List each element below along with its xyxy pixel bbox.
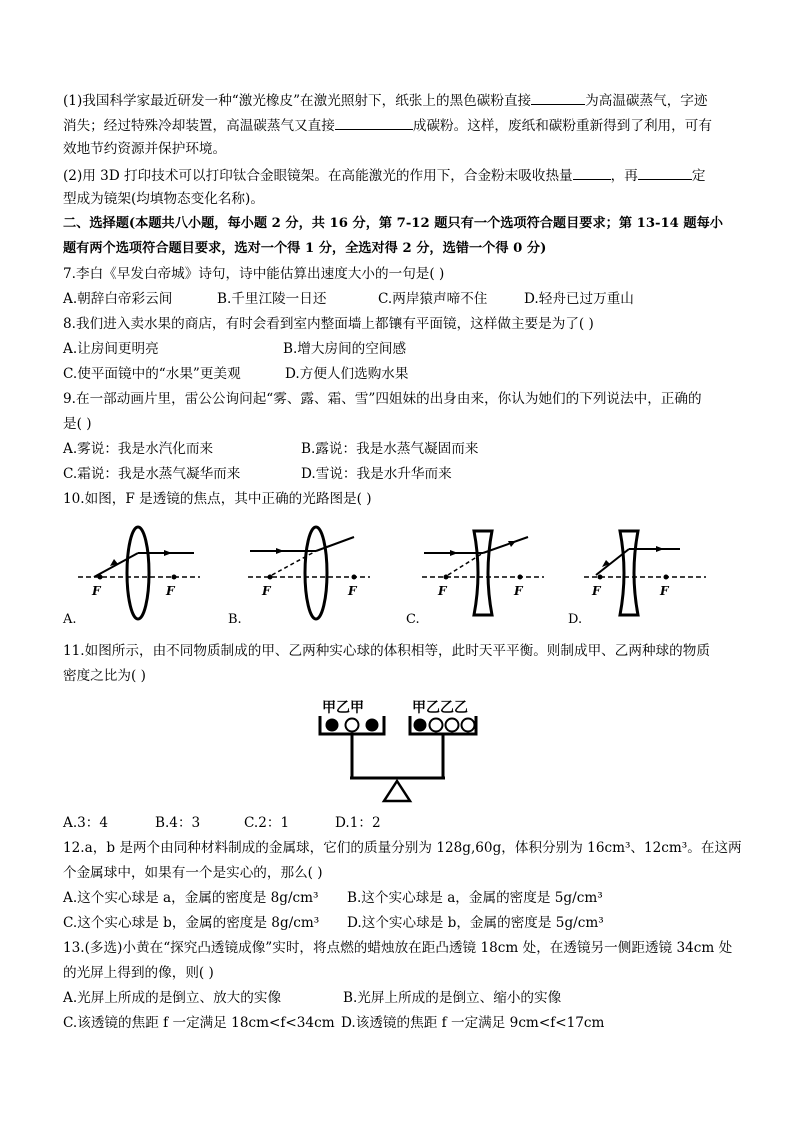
answer-blank[interactable] [638,166,692,180]
q6-line3: 效地节约资源并保护环境。 [63,141,227,157]
q8-option-c[interactable]: C.使平面镜中的“水果”更美观 [63,366,241,382]
q11-option-c[interactable]: C.2：1 [244,815,290,831]
q7-stem: 7.李白《早发白帝城》诗句，诗中能估算出速度大小的一句是( ) [63,266,445,282]
section-heading-cont: 题有两个选项符合题目要求，选对一个得 1 分，全选对得 2 分，选错一个得 0 分) [63,241,547,256]
answer-blank[interactable] [573,166,611,180]
q9-option-d[interactable]: D.雪说：我是水升华而来 [301,466,452,482]
q10-stem: 10.如图，F 是透镜的焦点，其中正确的光路图是( ) [63,491,372,507]
q7-option-a[interactable]: A.朝辞白帝彩云间 [63,291,173,307]
q10-figure-d[interactable] [580,515,710,625]
q7-option-b[interactable]: B.千里江陵一日还 [217,291,327,307]
q8-option-d[interactable]: D.方便人们选购水果 [285,366,409,382]
q12-option-c[interactable]: C.这个实心球是 b，金属的密度是 8g/cm³ [63,915,320,931]
q10-figure-a[interactable] [74,515,204,625]
q13-option-a[interactable]: A.光屏上所成的是倒立、放大的实像 [63,990,282,1006]
q9-option-b[interactable]: B.露说：我是水蒸气凝固而来 [301,441,479,457]
q10-label-c[interactable]: C. [406,612,420,627]
q13-option-b[interactable]: B.光屏上所成的是倒立、缩小的实像 [343,990,562,1006]
q10-label-d[interactable]: D. [568,612,583,627]
q11-option-d[interactable]: D.1：2 [335,815,381,831]
q7-option-c[interactable]: C.两岸猿声啼不住 [378,291,488,307]
q12-option-a[interactable]: A.这个实心球是 a，金属的密度是 8g/cm³ [63,890,319,906]
q11-stem: 11.如图所示，由不同物质制成的甲、乙两种实心球的体积相等，此时天平平衡。则制成甲、乙两种球的物质 [63,643,710,659]
focus-label: F [438,584,447,598]
q12-option-d[interactable]: D.这个实心球是 b，金属的密度是 5g/cm³ [347,915,604,931]
q13-stem: 13.(多选)小黄在“探究凸透镜成像”实时，将点燃的蜡烛放在距凸透镜 18cm 处，在透镜另一侧距透镜 34cm 处 [63,940,733,956]
focus-label: F [92,584,101,598]
focus-label: F [262,584,271,598]
section-heading: 二、选择题(本题共八小题，每小题 2 分，共 16 分，第 7-12 题只有一个选项符合题目要求；第 13-14 题每小 [63,216,723,231]
answer-blank[interactable] [335,116,413,130]
q11-stem-cont: 密度之比为( ) [63,668,146,684]
q11-option-a[interactable]: A.3：4 [63,815,109,831]
left-pan-label: 甲乙甲 [322,700,364,716]
q8-stem: 8.我们进入卖水果的商店，有时会看到室内整面墙上都镶有平面镜，这样做主要是为了( ) [63,316,594,332]
q9-stem-cont: 是( ) [63,416,92,432]
q13-option-c[interactable]: C.该透镜的焦距 f 一定满足 18cm<f<34cm [63,1015,335,1031]
q9-option-a[interactable]: A.雾说：我是水汽化而来 [63,441,214,457]
q11-balance-figure [312,688,482,806]
q6-line4: (2)用 3D 打印技术可以打印钛合金眼镜架。在高能激光的作用下，合金粉末吸收热量 ，再 定 [63,168,706,184]
answer-blank[interactable] [531,91,585,105]
q7-option-d[interactable]: D.轻舟已过万重山 [524,291,634,307]
q6-line2: 消失；经过特殊冷却装置，高温碳蒸气又直接 成碳粉。这样，废纸和碳粉重新得到了利用，可有 [63,118,712,134]
q6-line5: 型成为镜架(均填物态变化名称)。 [63,191,264,207]
q13-stem-cont: 的光屏上得到的像，则( ) [63,965,214,981]
q13-option-d[interactable]: D.该透镜的焦距 f 一定满足 9cm<f<17cm [341,1015,605,1031]
q6-line1: (1)我国科学家最近研发一种“激光橡皮”在激光照射下，纸张上的黑色碳粉直接 为高温碳蒸气，字迹 [63,93,708,109]
focus-label: F [166,584,175,598]
q12-option-b[interactable]: B.这个实心球是 a，金属的密度是 5g/cm³ [347,890,603,906]
q10-label-b[interactable]: B. [228,612,242,627]
focus-label: F [592,584,601,598]
q10-figure-b[interactable] [244,515,374,625]
q11-option-b[interactable]: B.4：3 [155,815,201,831]
q10-label-a[interactable]: A. [63,612,77,627]
right-pan-label: 甲乙乙乙 [412,700,468,716]
q12-stem-cont: 个金属球中，如果有一个是实心的，那么( ) [63,865,323,881]
q9-stem: 9.在一部动画片里，雷公公询问起“雾、露、霜、雪”四姐妹的出身由来，你认为她们的下列说法中，正确的 [63,391,702,407]
q10-figure-c[interactable] [418,515,548,625]
focus-label: F [660,584,669,598]
q8-option-a[interactable]: A.让房间更明亮 [63,341,159,357]
focus-label: F [514,584,523,598]
focus-label: F [348,584,357,598]
q8-option-b[interactable]: B.增大房间的空间感 [283,341,407,357]
q12-stem: 12.a，b 是两个由同种材料制成的金属球，它们的质量分别为 128g,60g，体积分别为 16cm³、12cm³。在这两 [63,840,742,856]
q9-option-c[interactable]: C.霜说：我是水蒸气凝华而来 [63,466,241,482]
